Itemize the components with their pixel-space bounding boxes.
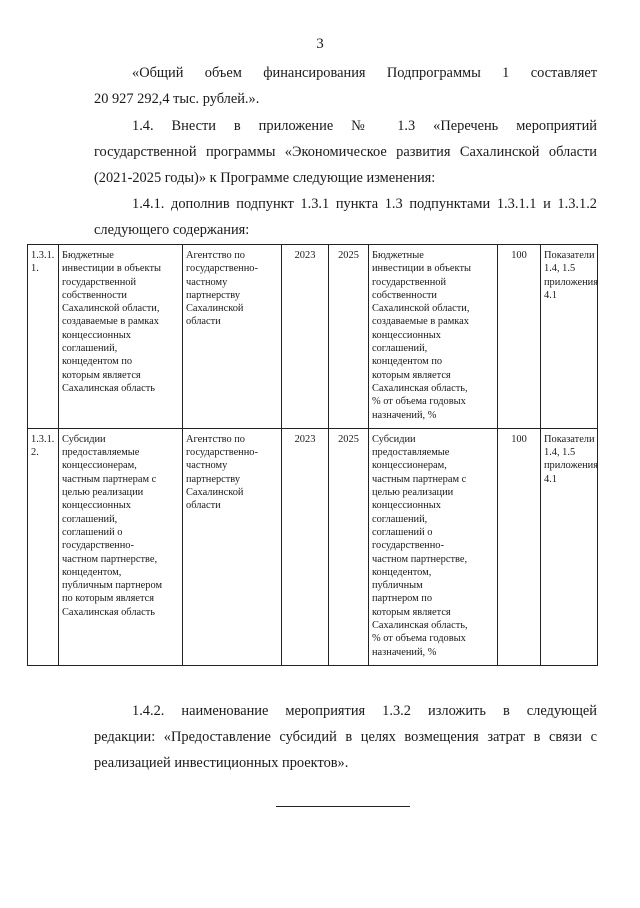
cell-text-line: государственной: [62, 276, 137, 288]
cell-text-line: области: [186, 316, 221, 328]
cell-text-line: соглашений,: [372, 513, 428, 525]
cell-year-end: [329, 428, 369, 665]
item-1-4-1-paragraph: [94, 191, 597, 243]
cell-text-line: публичным: [372, 580, 423, 592]
cell-text-line: концедентом по: [372, 356, 443, 368]
cell-text-line: концессионных: [372, 500, 441, 512]
cell-text-line: Сахалинская область: [62, 382, 156, 394]
cell-text-line: концессионных: [372, 329, 441, 341]
cell-text-line: предоставляемые: [372, 447, 450, 459]
cell-text-line: Сахалинская область,: [372, 382, 468, 394]
cell-text-line: 1.4, 1.5: [544, 263, 576, 275]
cell-text-line: государственно-: [372, 540, 444, 552]
cell-text-line: Сахалинской: [186, 303, 244, 315]
page-number: 3: [316, 36, 324, 52]
cell-text-line: области: [186, 500, 221, 512]
cell-value: [498, 428, 541, 665]
cell-text-line: которым является: [372, 606, 451, 618]
cell-text: 100: [511, 433, 527, 445]
cell-text-line: государственно-: [62, 540, 134, 552]
cell-text-line: частном партнерстве,: [372, 553, 468, 565]
cell-text: 2023: [294, 433, 316, 445]
cell-text: 2023: [294, 250, 316, 261]
cell-text-line: концедентом по: [62, 356, 133, 368]
cell-text-line: соглашений,: [62, 343, 118, 355]
cell-text-line: соглашений о: [62, 526, 123, 538]
cell-text-line: Показатели: [544, 250, 595, 261]
table-row: [28, 245, 598, 429]
cell-indicator: [369, 245, 498, 429]
text-line: государственной программы «Экономическое развития Сахалинской области: [94, 144, 597, 160]
cell-text-line: Показатели: [544, 433, 595, 445]
cell-indicator: [369, 428, 498, 665]
cell-text-line: частному: [186, 460, 228, 472]
cell-text-line: приложения: [544, 460, 598, 472]
cell-number: [28, 428, 59, 665]
item-1-4-2-paragraph: [94, 698, 597, 776]
cell-text-line: 2.: [31, 447, 39, 459]
cell-text-line: которым является: [62, 369, 141, 381]
cell-text-line: Сахалинской: [186, 487, 244, 499]
cell-text-line: по которым является: [62, 593, 155, 605]
cell-text-line: соглашений,: [372, 343, 428, 355]
cell-text-line: Сахалинская область: [62, 606, 156, 618]
cell-text-line: государственной: [372, 276, 447, 288]
cell-text-line: частном партнерстве,: [62, 553, 158, 565]
cell-text-line: назначений, %: [372, 409, 437, 421]
cell-text-line: % от объема годовых: [372, 633, 466, 645]
text-line: редакции: «Предоставление субсидий в целях возмещения затрат в связи с: [94, 729, 597, 745]
cell-number: [28, 245, 59, 429]
cell-executor: [183, 428, 282, 665]
cell-text-line: % от объема годовых: [372, 396, 466, 408]
cell-text-line: концессионерам,: [62, 460, 137, 472]
cell-text: 2025: [338, 433, 359, 445]
cell-text-line: Бюджетные: [372, 250, 424, 261]
cell-text: 100: [511, 250, 527, 261]
cell-text-line: соглашений о: [372, 526, 433, 538]
cell-text-line: Субсидии: [372, 433, 416, 445]
cell-text-line: назначений, %: [372, 646, 437, 658]
cell-text-line: создаваемые в рамках: [372, 316, 469, 328]
cell-text-line: создаваемые в рамках: [62, 316, 159, 328]
cell-text: 2025: [338, 250, 359, 261]
cell-text-line: соглашений,: [62, 513, 118, 525]
cell-text-line: 1.: [31, 263, 39, 275]
cell-text-line: 1.3.1.: [31, 433, 55, 445]
cell-text-line: концессионных: [62, 500, 131, 512]
text-line: 1.4.2. наименование мероприятия 1.3.2 изложить в следующей: [132, 703, 597, 719]
closing-divider: [276, 806, 410, 807]
cell-text-line: партнером по: [372, 593, 433, 605]
text-line: 1.4.1. дополнив подпункт 1.3.1 пункта 1.3 подпунктами 1.3.1.1 и 1.3.1.2: [132, 196, 597, 212]
text-line: следующего содержания:: [94, 222, 250, 238]
cell-text-line: Агентство по: [186, 250, 246, 261]
measures-table: [27, 244, 598, 666]
cell-text-line: государственно-: [186, 263, 258, 275]
table-row: [28, 428, 598, 665]
cell-text-line: собственности: [62, 289, 127, 301]
text-line: (2021-2025 годы)» к Программе следующие изменения:: [94, 170, 436, 186]
cell-text-line: концедентом,: [62, 566, 122, 578]
cell-text-line: Сахалинской области,: [372, 303, 470, 315]
text-line: «Общий объем финансирования Подпрограммы 1 составляет: [132, 65, 597, 81]
text-line: реализацией инвестиционных проектов».: [94, 755, 349, 771]
cell-measure-name: [59, 428, 183, 665]
cell-text-line: предоставляемые: [62, 447, 140, 459]
cell-text-line: целью реализации: [372, 487, 454, 499]
cell-text-line: Сахалинской области,: [62, 303, 160, 315]
cell-year-start: [282, 245, 329, 429]
cell-executor: [183, 245, 282, 429]
cell-text-line: партнерству: [186, 289, 241, 301]
cell-text-line: частному: [186, 276, 228, 288]
cell-text-line: 1.4, 1.5: [544, 447, 576, 459]
cell-text-line: собственности: [372, 289, 437, 301]
cell-text-line: частным партнерам с: [372, 473, 467, 485]
cell-text-line: которым является: [372, 369, 451, 381]
cell-text-line: Сахалинская область,: [372, 620, 468, 632]
cell-value: [498, 245, 541, 429]
intro-paragraph: [94, 60, 597, 112]
cell-text-line: инвестиции в объекты: [62, 263, 161, 275]
cell-year-end: [329, 245, 369, 429]
cell-text-line: концессионерам,: [372, 460, 447, 472]
text-line: 1.4. Внести в приложение № 1.3 «Перечень мероприятий: [132, 118, 597, 134]
cell-text-line: приложения: [544, 276, 598, 288]
cell-link: [541, 428, 598, 665]
cell-text-line: концессионных: [62, 329, 131, 341]
cell-text-line: партнерству: [186, 473, 241, 485]
text-line: 20 927 292,4 тыс. рублей.».: [94, 91, 260, 107]
cell-text-line: Агентство по: [186, 433, 246, 445]
cell-text-line: концедентом,: [372, 566, 432, 578]
cell-text-line: 1.3.1.: [31, 250, 55, 261]
cell-text-line: Бюджетные: [62, 250, 114, 261]
cell-measure-name: [59, 245, 183, 429]
cell-text-line: целью реализации: [62, 487, 144, 499]
cell-text-line: 4.1: [544, 289, 557, 301]
cell-text-line: государственно-: [186, 447, 258, 459]
cell-link: [541, 245, 598, 429]
cell-text-line: Субсидии: [62, 433, 106, 445]
item-1-4-paragraph: [94, 113, 597, 191]
cell-text-line: частным партнерам с: [62, 473, 157, 485]
cell-text-line: 4.1: [544, 473, 557, 485]
cell-text-line: публичным партнером: [62, 580, 163, 592]
cell-text-line: инвестиции в объекты: [372, 263, 471, 275]
cell-year-start: [282, 428, 329, 665]
